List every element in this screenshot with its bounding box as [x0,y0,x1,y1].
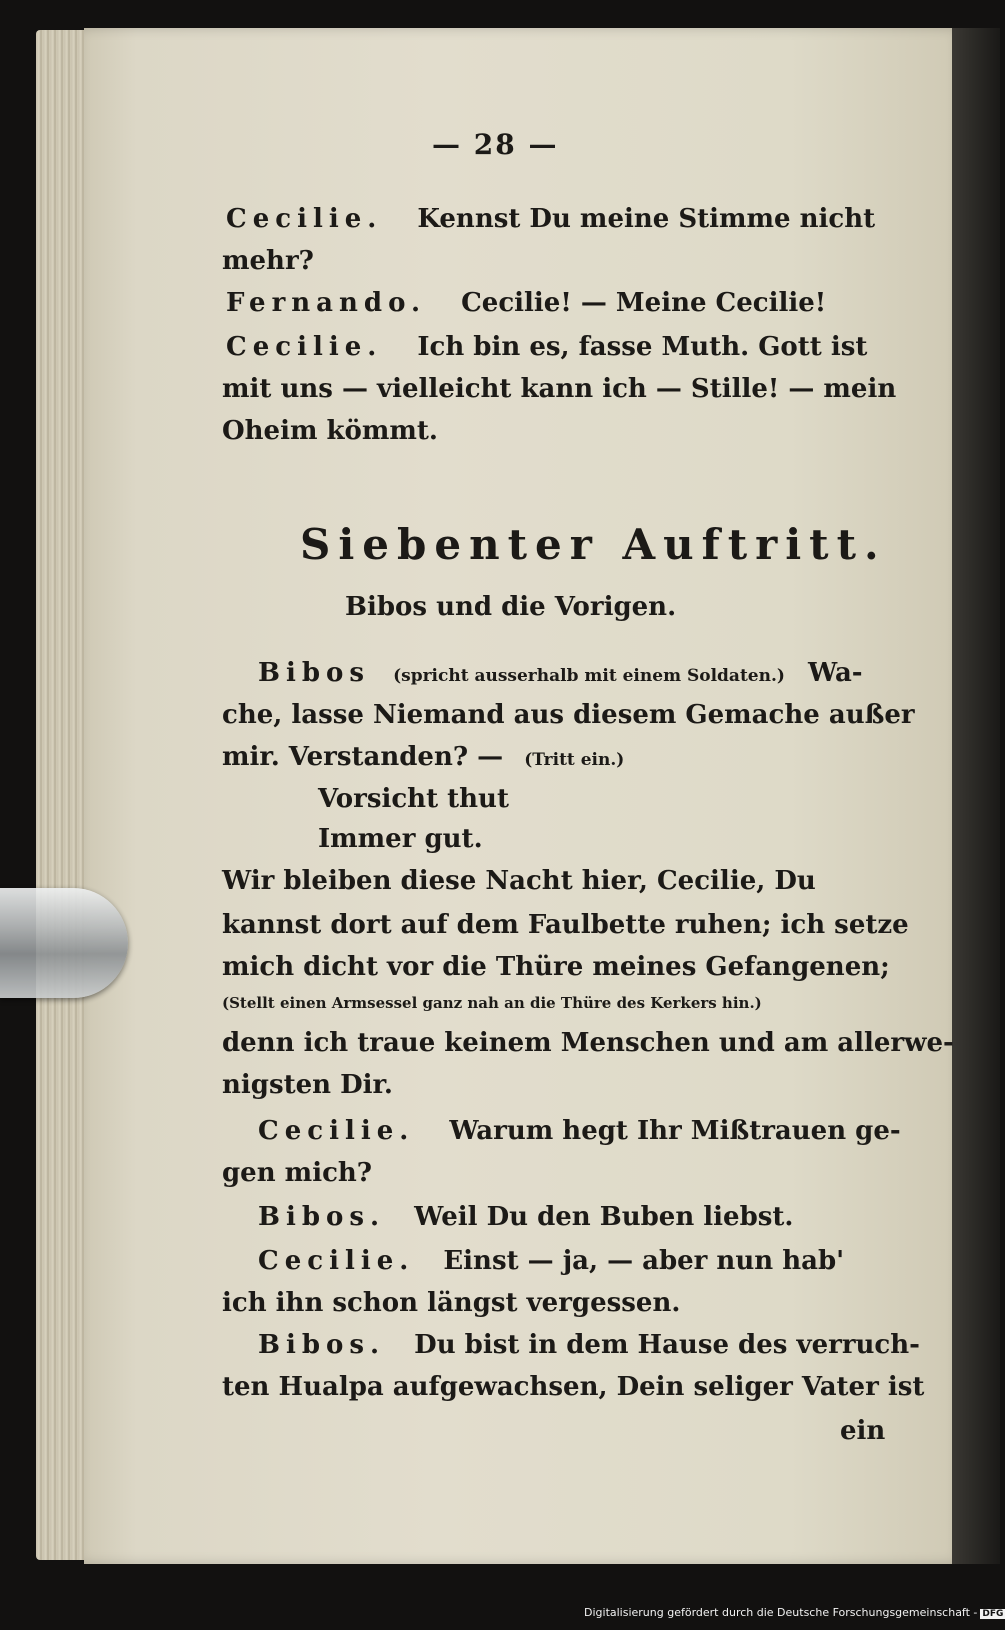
line-text: Warum hegt Ihr Mißtrauen ge- [449,1116,901,1146]
text-line [222,1064,393,1106]
line-text: ich ihn schon längst vergessen. [222,1288,681,1318]
text-line [222,1366,924,1408]
text-line [318,778,509,820]
stage-direction: (Tritt ein.) [524,750,625,770]
line-text: kannst dort auf dem Faulbette ruhen; ich setze [222,910,909,940]
line-text: Kennst Du meine Stimme nicht [417,204,876,234]
speaker-name: Cecilie. [258,1246,415,1276]
text-line [222,1152,372,1194]
text-line [258,1240,844,1282]
text-line [258,1196,793,1238]
text-line [222,1282,680,1324]
page-clip [0,888,128,998]
text-line [222,694,915,736]
scene-subtitle: Bibos und die Vorigen. [345,592,677,622]
line-text: Du bist in dem Hause des verruch- [414,1330,920,1360]
line-text: mehr? [222,246,314,276]
text-line [222,1022,954,1064]
text-line [222,240,314,282]
line-text: gen mich? [222,1158,373,1188]
text-line [222,410,438,452]
text-line [222,860,816,902]
scene-title: Siebenter Auftritt. [300,520,887,569]
text-line [258,1110,901,1152]
text-line [226,198,875,240]
line-text: Ich bin es, fasse Muth. Gott ist [417,332,868,362]
text-line [222,946,890,988]
speaker-name: Cecilie. [258,1116,415,1146]
line-text: mich dicht vor die Thüre meines Gefangenen; [222,952,890,982]
text-line [258,652,863,697]
line-text: Cecilie! — Meine Cecilie! [461,288,827,318]
text-line [318,818,483,860]
speaker-name: Bibos. [258,1202,386,1232]
page-number: — 28 — [432,128,559,161]
line-text: Oheim kömmt. [222,416,438,446]
digitization-credit [584,1606,1005,1619]
line-text: Einst — ja, — aber nun hab' [443,1246,845,1276]
text-line [226,326,867,368]
line-text: che, lasse Niemand aus diesem Gemache außer [222,700,915,730]
line-text: mit uns — vielleicht kann ich — Stille! — mein [222,374,897,404]
line-text: Wir bleiben diese Nacht hier, Cecilie, Du [222,866,816,896]
line-text: ten Hualpa aufgewachsen, Dein seliger Vater ist [222,1372,925,1402]
credit-text: Digitalisierung gefördert durch die Deutsche Forschungsgemeinschaft - [584,1606,978,1619]
text-line [222,904,909,946]
line-text: Immer gut. [318,824,483,854]
speaker-name: Bibos [258,658,371,688]
dfg-logo: DFG [982,1609,1004,1619]
stage-direction: (spricht ausserhalb mit einem Soldaten.) [393,666,785,686]
stage-direction: (Stellt einen Armsessel ganz nah an die Thüre des Kerkers hin.) [222,994,762,1012]
line-text: denn ich traue keinem Menschen und am allerwe- [222,1028,954,1058]
gutter-shadow [952,28,1000,1564]
catchword [840,1410,885,1452]
text-line [258,1324,920,1366]
speaker-name: Cecilie. [226,204,383,234]
line-text: Weil Du den Buben liebst. [414,1202,794,1232]
text-line [222,368,896,410]
line-text: Vorsicht thut [318,784,509,814]
line-text: mir. Verstanden? — [222,742,504,772]
text-line [226,282,826,324]
line-text: ein [840,1416,886,1446]
speaker-name: Bibos. [258,1330,386,1360]
line-text: Wa- [808,658,863,688]
speaker-name: Fernando. [226,288,427,318]
speaker-name: Cecilie. [226,332,383,362]
text-line [222,736,624,781]
line-text: nigsten Dir. [222,1070,393,1100]
